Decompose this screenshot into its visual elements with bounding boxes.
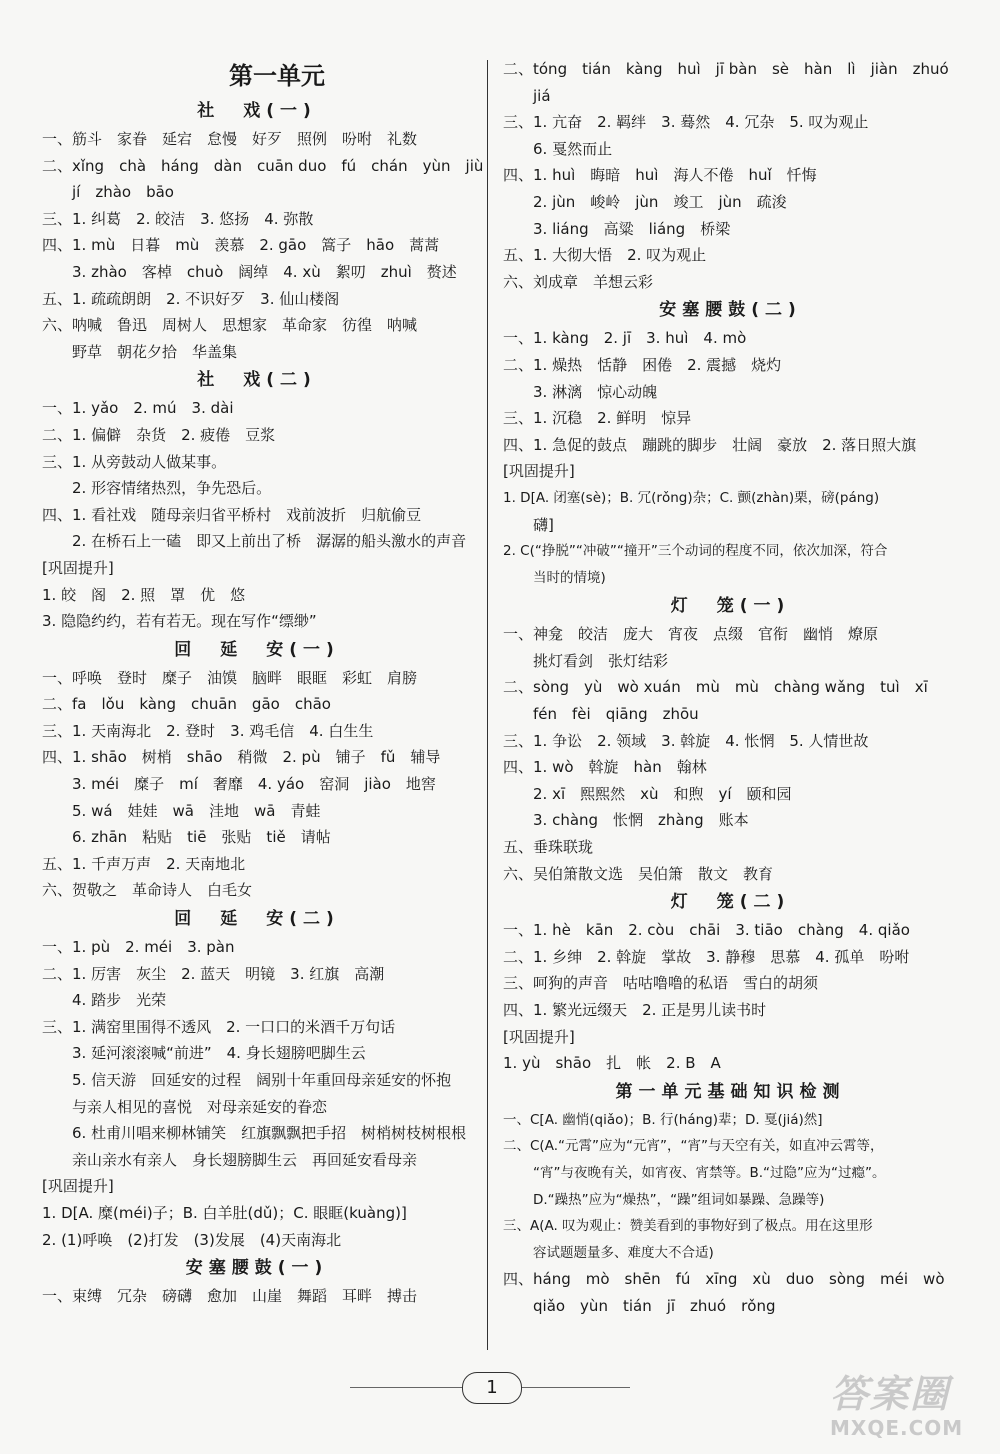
section-title: 回 延 安(二) (174, 909, 340, 930)
answer-line: 一、束缚 冗杂 磅礴 愈加 山崖 舞蹈 耳畔 搏击 (42, 1287, 418, 1306)
watermark-logo (830, 1372, 990, 1452)
answer-line: 六、吴伯箫散文选 吴伯箫 散文 教育 (503, 864, 774, 883)
answer-line: 三、1. 沉稳 2. 鲜明 惊异 (503, 409, 692, 428)
answer-line: 四、1. 急促的鼓点 蹦跳的脚步 壮阔 豪放 2. 落日照大旗 (503, 435, 917, 454)
answer-line: 六、贺敬之 革命诗人 白毛女 (42, 881, 253, 900)
answer-line: 一、C[A. 幽悄(qiǎo)；B. 行(háng)辈；D. 戛(jiá)然] (503, 1111, 823, 1128)
answer-line: jí zhào bāo (72, 183, 174, 202)
answer-line: 1. D[A. 闭塞(sè)；B. 冗(rǒng)杂；C. 颤(zhàn)栗，磅(páng) (503, 489, 880, 506)
answer-line: 容试题题量多、难度大不合适) (533, 1244, 714, 1261)
answer-line: 6. 杜甫川唱来柳林铺笑 红旗飘飘把手招 树梢树枝树根根 (72, 1124, 467, 1143)
answer-line: 一、呼唤 登时 糜子 油馍 脑畔 眼眶 彩虹 肩膀 (42, 668, 418, 687)
answer-line: 二、1. 偏僻 杂货 2. 疲倦 豆浆 (42, 425, 276, 444)
answer-line: 一、神龛 皎洁 庞大 宵夜 点缀 官衔 幽悄 燎原 (503, 625, 879, 644)
section-title: 安塞腰鼓(二) (659, 300, 802, 321)
answer-line: 四、1. 看社戏 随母亲归省平桥村 戏前波折 归航偷豆 (42, 505, 422, 524)
section-title: 第一单元基础知识检测 (615, 1081, 846, 1102)
answer-line: 2. C(“挣脱”“冲破”“撞开”三个动词的程度不同，依次加深，符合 (503, 543, 888, 560)
left-sections (42, 97, 484, 1310)
answer-line: 一、筋斗 家眷 延宕 怠慢 好歹 照例 吩咐 礼数 (42, 130, 418, 148)
answer-line: 五、1. 疏疏朗朗 2. 不识好歹 3. 仙山楼阁 (42, 289, 340, 308)
section-title: 安塞腰鼓(一) (185, 1258, 329, 1279)
answer-line: 3. liáng 高粱 liáng 桥梁 (533, 219, 731, 238)
answer-line: 3. méi 糜子 mí 奢靡 4. yáo 窑洞 jiào 地窖 (72, 775, 436, 794)
answer-line: 三、1. 纠葛 2. 皎洁 3. 悠扬 4. 弥散 (42, 209, 314, 228)
answer-line: 3. chàng 怅惘 zhàng 账本 (533, 811, 749, 830)
answer-line: 3. zhào 客棹 chuò 阔绰 4. xù 絮叨 zhuì 赘述 (72, 262, 457, 281)
answer-line: 6. 戛然而止 (533, 139, 613, 158)
consolidation-label: [巩固提升] (42, 1177, 114, 1196)
answer-line: 二、tóng tián kàng huì jī bàn sè hàn lì jiàn zhuó (503, 60, 949, 78)
answer-line: 三、1. 亢奋 2. 羁绊 3. 蓦然 4. 冗杂 5. 叹为观止 (503, 113, 869, 132)
answer-line: 1. D[A. 糜(méi)子；B. 白羊肚(dǔ)；C. 眼眶(kuàng)] (42, 1203, 407, 1222)
answer-line: “宵”与夜晚有关，如宵夜、宵禁等。B.“过隐”应为“过瘾”。 (533, 1164, 886, 1181)
answer-line: 6. zhān 粘贴 tiē 张贴 tiě 请帖 (72, 828, 331, 847)
consolidation-label: [巩固提升] (503, 462, 575, 481)
consolidation-label: [巩固提升] (42, 558, 114, 577)
answer-line: 5. 信天游 回延安的过程 阔别十年重回母亲延安的怀抱 (72, 1071, 452, 1089)
answer-line: D.“躁热”应为“燥热”，“躁”组词如暴躁、急躁等) (533, 1191, 825, 1208)
answer-line: 1. 皎 阁 2. 照 罩 优 悠 (42, 585, 246, 604)
answer-line: 二、sòng yù wò xuán mù mù chàng wǎng tuì xī (503, 678, 928, 697)
answer-line: 野草 朝花夕拾 华盖集 (72, 342, 238, 361)
answer-line: 五、1. 大彻大悟 2. 叹为观止 (503, 246, 707, 265)
answer-line: 四、1. 繁光远缀天 2. 正是男儿读书时 (503, 1001, 767, 1019)
section-title: 回 延 安(一) (174, 639, 340, 660)
answer-line: 一、1. kàng 2. jī 3. huì 4. mò (503, 329, 747, 348)
answer-line: 1. yù shāo 扎 帐 2. B A (503, 1054, 721, 1073)
answer-line: 六、呐喊 鲁迅 周树人 思想家 革命家 彷徨 呐喊 (42, 316, 418, 335)
answer-line: 与亲人相见的喜悦 对母亲延安的眷恋 (72, 1097, 328, 1116)
answer-line: qiǎo yùn tián jī zhuó rǒng (533, 1296, 776, 1315)
answer-line: 一、1. hè kān 2. còu chāi 3. tiāo chàng 4. qiǎo (503, 921, 910, 940)
answer-line: 三、1. 争讼 2. 领域 3. 斡旋 4. 怅惘 5. 人情世故 (503, 731, 869, 750)
answer-line: 4. 踏步 光荣 (72, 991, 167, 1010)
answer-line: 2. 形容情绪热烈，争先恐后。 (72, 479, 272, 498)
answer-line: 四、háng mò shēn fú xīng xù duo sòng méi wò (503, 1270, 945, 1289)
answer-line: 三、1. 满窑里围得不透风 2. 一口口的米酒千万句话 (42, 1017, 396, 1036)
answer-line: 礴] (533, 515, 554, 534)
right-column (503, 56, 958, 1320)
consolidation-label: [巩固提升] (503, 1027, 575, 1046)
answer-line: 二、1. 燥热 恬静 困倦 2. 震撼 烧灼 (503, 355, 782, 374)
answer-line: 四、1. shāo 树梢 shāo 稍微 2. pù 铺子 fǔ 辅导 (42, 748, 441, 767)
right-sections (503, 56, 958, 1320)
answer-line: 5. wá 娃娃 wā 洼地 wā 青蛙 (72, 801, 321, 820)
answer-line: 2. jùn 峻岭 jùn 竣工 jùn 疏浚 (533, 192, 787, 211)
answer-line: 二、fa lǒu kàng chuān gāo chāo (42, 695, 331, 714)
answer-line: 三、1. 从旁鼓动人做某事。 (42, 452, 227, 471)
answer-line: 挑灯看剑 张灯结彩 (533, 651, 669, 670)
answer-line: 2. (1)呼唤 (2)打发 (3)发展 (4)天南海北 (42, 1230, 342, 1249)
answer-line: 四、1. mù 日暮 mù 羡慕 2. gāo 篙子 hāo 蒿蒿 (42, 236, 440, 255)
watermark-title: 答案圈 (830, 1372, 951, 1416)
answer-line: 三、A(A. 叹为观止：赞美看到的事物好到了极点。用在这里形 (503, 1218, 873, 1235)
unit-title: 第一单元 (229, 62, 325, 90)
answer-line: 2. xī 熙熙然 xù 和煦 yí 颐和园 (533, 784, 792, 803)
answer-line: 二、1. 厉害 灰尘 2. 蓝天 明镜 3. 红旗 高潮 (42, 964, 385, 983)
answer-line: jiá (533, 86, 551, 105)
answer-line: 3. 淋漓 惊心动魄 (533, 382, 658, 401)
answer-line: 五、垂珠联珑 (503, 838, 594, 857)
section-title: 灯 笼(一) (670, 596, 791, 617)
answer-line: 一、1. pù 2. méi 3. pàn (42, 938, 235, 957)
answer-line: 三、呵狗的声音 咕咕噜噜的私语 雪白的胡须 (503, 974, 819, 993)
page-number: 1 (462, 1372, 522, 1404)
answer-line: 3. 延河滚滚喊“前进” 4. 身长翅膀吧脚生云 (72, 1044, 366, 1063)
section-title: 社 戏(二) (197, 370, 317, 391)
answer-line: 二、1. 乡绅 2. 斡旋 掌故 3. 静穆 思慕 4. 孤单 吩咐 (503, 947, 910, 966)
answer-line: 六、刘成章 羊想云彩 (503, 272, 654, 291)
answer-line: 五、1. 千声万声 2. 天南地北 (42, 854, 246, 873)
answer-line: 亲山亲水有亲人 身长翅膀脚生云 再回延安看母亲 (72, 1150, 418, 1169)
answer-line: 二、C(A.“元霄”应为“元宵”，“宵”与天空有关，如直冲云霄等， (503, 1138, 884, 1155)
answer-line: 四、1. wò 斡旋 hàn 翰林 (503, 758, 707, 777)
answer-line: fén fèi qiāng zhōu (533, 705, 699, 724)
watermark-url: MXQE.COM (830, 1416, 964, 1440)
answer-line: 四、1. huì 晦暗 huì 海人不倦 huǐ 忏悔 (503, 166, 817, 185)
column-divider (487, 60, 488, 1350)
answer-line: 当时的情境) (533, 569, 606, 586)
section-title: 社 戏(一) (197, 101, 317, 121)
section-title: 灯 笼(二) (670, 892, 791, 913)
answer-line: 三、1. 天南海北 2. 登时 3. 鸡毛信 4. 白生生 (42, 721, 374, 740)
answer-line: 一、1. yǎo 2. mú 3. dài (42, 399, 234, 418)
left-column (42, 56, 484, 1310)
answer-line: 二、xǐng chà háng dàn cuān duo fú chán yùn jiù (42, 156, 484, 175)
answer-line: 2. 在桥石上一磕 即又上前出了桥 潺潺的船头激水的声音 (72, 532, 467, 551)
answer-line: 3. 隐隐约约，若有若无。现在写作“缥缈” (42, 612, 317, 631)
